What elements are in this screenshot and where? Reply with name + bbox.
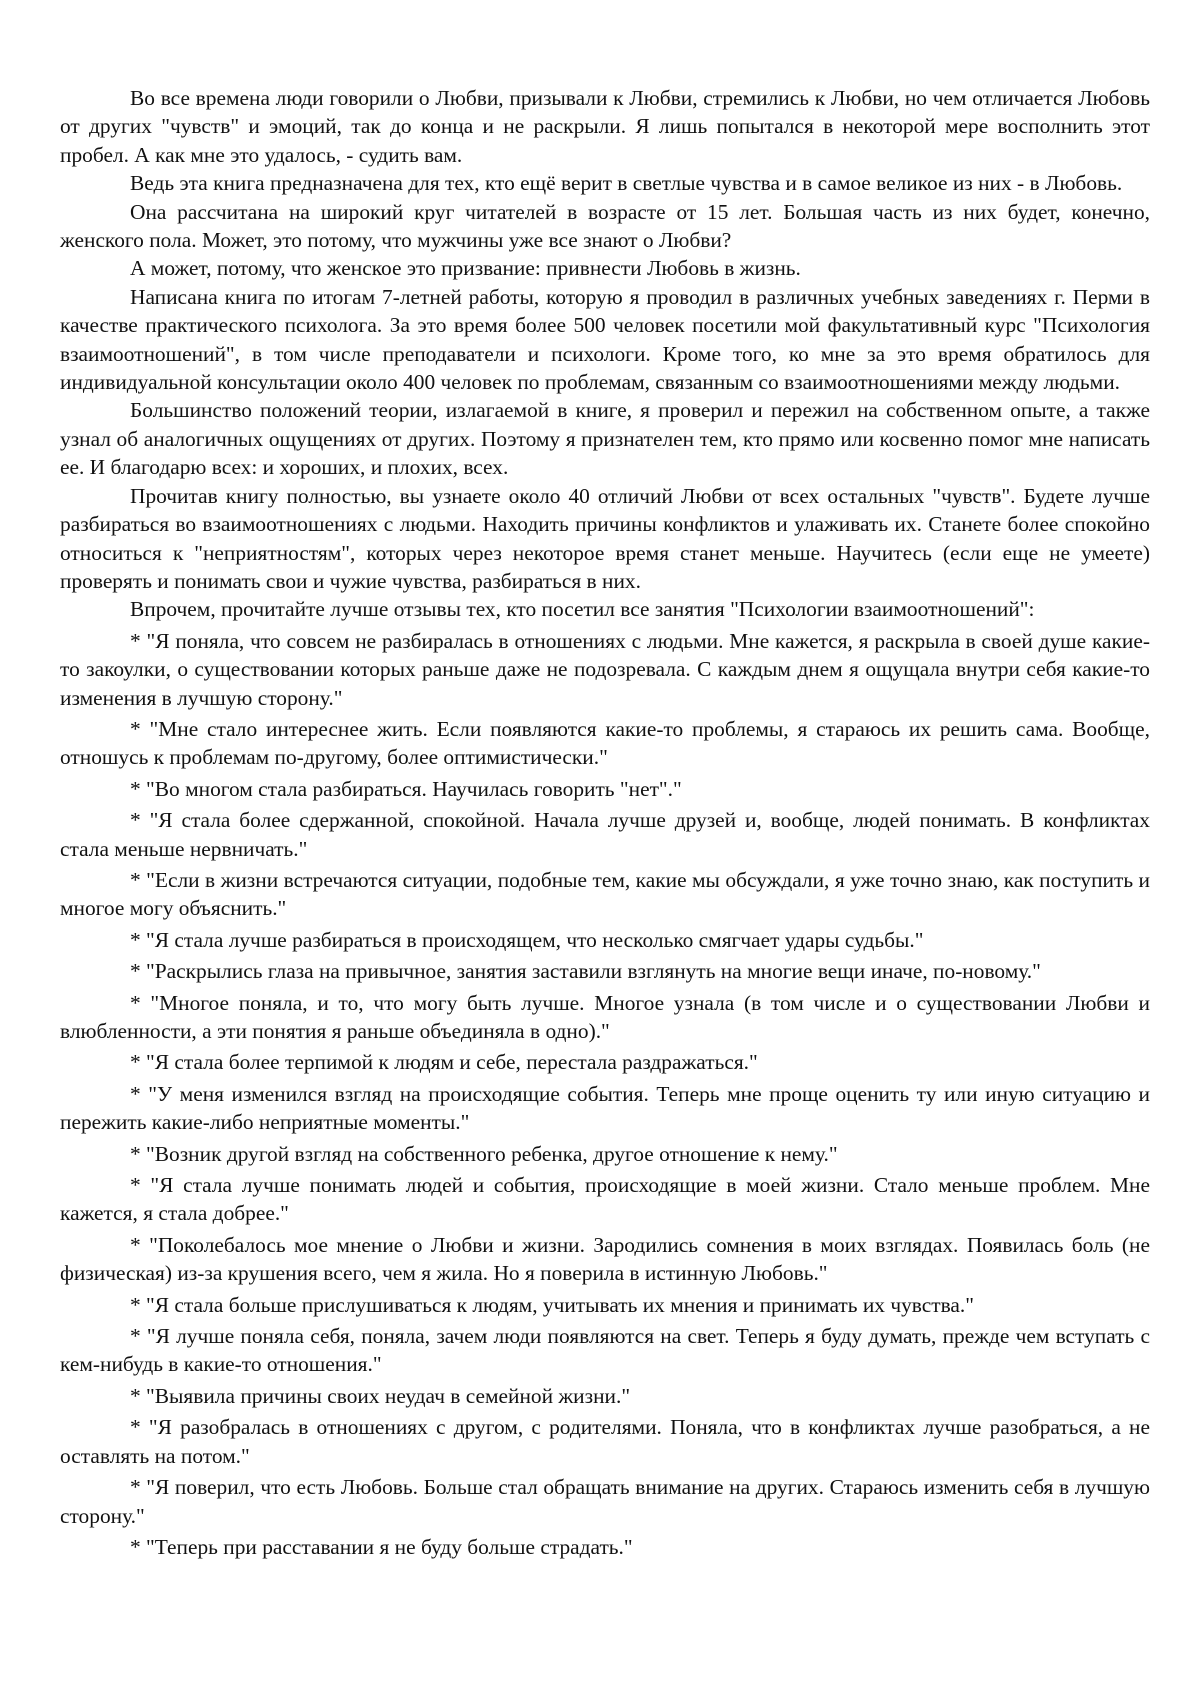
review-quote: * "Мне стало интереснее жить. Если появляются какие-то проблемы, я стараюсь их решить сама. Вообще, отношусь к проблемам по-другому, более оптимистически." bbox=[60, 716, 1150, 770]
review-quote: * "Если в жизни встречаются ситуации, подобные тем, какие мы обсуждали, я уже точно знаю, как поступить и многое могу объяснить." bbox=[60, 867, 1150, 921]
document-page bbox=[60, 84, 1150, 1561]
intro-paragraph: Написана книга по итогам 7-летней работы, которую я проводил в различных учебных заведениях г. Перми в качестве практического психолога. За это время более 500 человек посетили мой факультативный курс "Психология взаимоотношений", в том числе преподаватели и психологи. Кроме того, ко мне за это время обратилось для индивидуальной консультации около 400 человек по проблемам, связанным со взаимоотношениями между людьми. bbox=[60, 284, 1150, 395]
review-quote: * "Я стала лучше понимать людей и события, происходящие в моей жизни. Стало меньше проблем. Мне кажется, я стала добрее." bbox=[60, 1173, 1150, 1226]
intro-paragraph: Прочитав книгу полностью, вы узнаете около 40 отличий Любви от всех остальных "чувств". Будете лучше разбираться во взаимоотношениях с людьми. Находить причины конфликтов и улаживать их. Станете более спокойно относиться к "неприятностям", которых через некоторое время станет меньше. Научитесь (если еще не умеете) проверять и понимать свои и чужие чувства, разбираться в них. bbox=[60, 483, 1150, 593]
review-quote: * "У меня изменился взгляд на происходящие события. Теперь мне проще оценить ту или иную ситуацию и пережить какие-либо неприятные моменты." bbox=[60, 1081, 1150, 1135]
review-quote: * "Во многом стала разбираться. Научилась говорить "нет"." bbox=[130, 776, 682, 801]
review-quote: * "Я стала более сдержанной, спокойной. Начала лучше друзей и, вообще, людей понимать. В конфликтах стала меньше нервничать." bbox=[60, 808, 1150, 861]
intro-paragraph: А может, потому, что женское это призвание: привнести Любовь в жизнь. bbox=[130, 256, 801, 281]
review-quote: * "Теперь при расставании я не буду больше страдать." bbox=[130, 1534, 633, 1559]
review-quote: * "Я стала более терпимой к людям и себе, перестала раздражаться." bbox=[130, 1050, 758, 1075]
review-quote: * "Я поняла, что совсем не разбиралась в отношениях с людьми. Мне кажется, я раскрыла в своей душе какие-то закоулки, о существовании которых раньше даже не подозревала. С каждым днем я ощущала внутри себя какие-то изменения в лучшую сторону." bbox=[60, 628, 1150, 710]
review-quote: * "Я лучше поняла себя, поняла, зачем люди появляются на свет. Теперь я буду думать, прежде чем вступать с кем-нибудь в какие-то отношения." bbox=[60, 1324, 1150, 1377]
intro-paragraph: Ведь эта книга предназначена для тех, кто ещё верит в светлые чувства и в самое великое из них - в Любовь. bbox=[130, 171, 1123, 196]
review-quote: * "Я разобралась в отношениях с другом, с родителями. Поняла, что в конфликтах лучше разобраться, а не оставлять на потом." bbox=[60, 1415, 1150, 1468]
intro-paragraph: Впрочем, прочитайте лучше отзывы тех, кто посетил все занятия "Психологии взаимоотношений": bbox=[130, 597, 1035, 622]
intro-paragraph: Во все времена люди говорили о Любви, призывали к Любви, стремились к Любви, но чем отличается Любовь от других "чувств" и эмоций, так до конца и не раскрыли. Я лишь попытался в некоторой мере восполнить этот пробел. А как мне это удалось, - судить вам. bbox=[60, 86, 1150, 167]
review-quote: * "Я поверил, что есть Любовь. Больше стал обращать внимание на других. Стараюсь изменить себя в лучшую сторону." bbox=[60, 1475, 1150, 1528]
intro-paragraph: Большинство положений теории, излагаемой в книге, я проверил и пережил на собственном опыте, а также узнал об аналогичных ощущениях от других. Поэтому я признателен тем, кто прямо или косвенно помог мне написать ее. И благодарю всех: и хороших, и плохих, всех. bbox=[60, 398, 1150, 480]
review-quote: * "Я стала больше прислушиваться к людям, учитывать их мнения и принимать их чувства." bbox=[130, 1292, 974, 1317]
review-quote: * "Поколебалось мое мнение о Любви и жизни. Зародились сомнения в моих взглядах. Появилась боль (не физическая) из-за крушения всего, чем я жила. Но я поверила в истинную Любовь." bbox=[60, 1232, 1150, 1286]
review-quote: * "Я стала лучше разбираться в происходящем, что несколько смягчает удары судьбы." bbox=[130, 927, 924, 952]
intro-paragraph: Она рассчитана на широкий круг читателей в возрасте от 15 лет. Большая часть из них будет, конечно, женского пола. Может, это потому, что мужчины уже все знают о Любви? bbox=[60, 199, 1150, 253]
review-quote: * "Возник другой взгляд на собственного ребенка, другое отношение к нему." bbox=[130, 1141, 838, 1166]
review-quote: * "Выявила причины своих неудач в семейной жизни." bbox=[130, 1383, 631, 1408]
review-quote: * "Многое поняла, и то, что могу быть лучше. Многое узнала (в том числе и о существовании Любви и влюбленности, а эти понятия я раньше объединяла в одно)." bbox=[60, 990, 1150, 1043]
review-quote: * "Раскрылись глаза на привычное, занятия заставили взглянуть на многие вещи иначе, по-новому." bbox=[130, 959, 1041, 984]
